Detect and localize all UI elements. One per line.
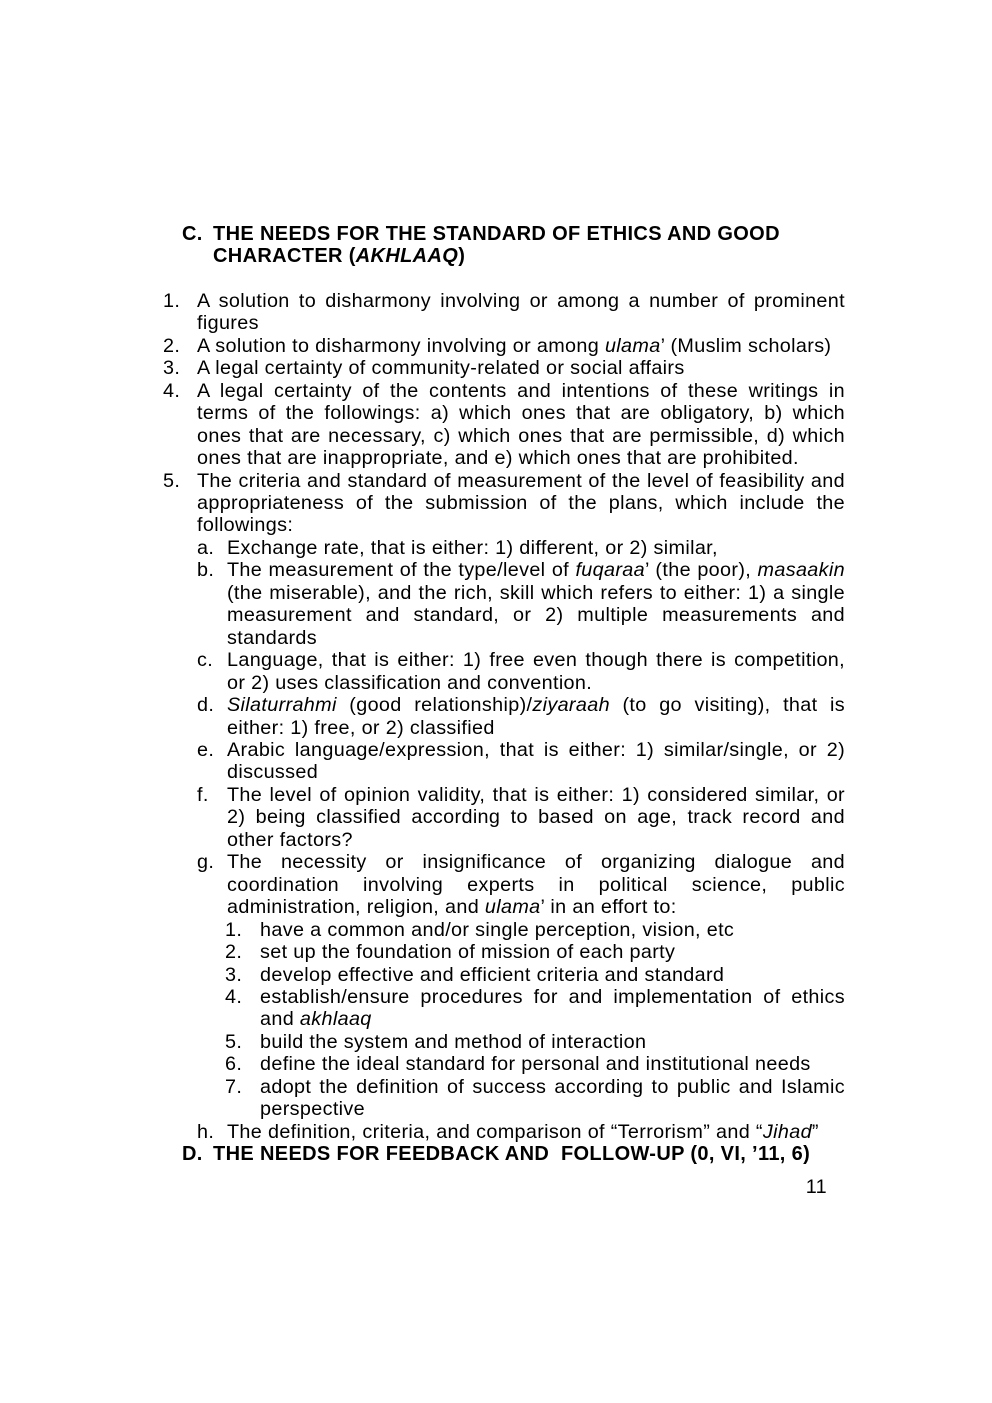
list-item [225,1031,845,1053]
item-text: The level of opinion validity, that is either: 1) considered similar, or 2) being classified according to based on age, track record and other factors? [227,783,845,851]
section-heading [182,1143,845,1165]
item-marker: f. [197,783,209,806]
item-text: A legal certainty of community-related or social affairs [197,357,685,380]
list-item [163,470,845,537]
item-marker: 5. [163,469,181,492]
item-marker: e. [197,738,215,761]
list-item [197,851,845,918]
page-number: 11 [805,1176,827,1198]
item-marker: a. [197,536,215,559]
list-item [197,1121,845,1143]
item-text: have a common and/or single perception, vision, etc [260,918,735,941]
item-text: Language, that is either: 1) free even though there is competition, or 2) uses classification and convention. [227,649,845,694]
item-marker: C. [182,223,203,245]
list-item [163,290,845,335]
item-marker: 7. [225,1075,243,1098]
list-item [197,739,845,784]
item-text: The definition, criteria, and comparison of “Terrorism” and “Jihad” [227,1120,819,1143]
item-text: The criteria and standard of measurement of the level of feasibility and appropriateness of the submission of the plans, which include the followings: [197,469,845,537]
item-text: The measurement of the type/level of fuqaraa’ (the poor), masaakin (the miserable), and the rich, skill which refers to either: 1) a single measurement and standard, or 2) multiple measurements and standards [227,559,845,649]
list-item [197,559,845,649]
item-marker: 6. [225,1053,243,1076]
item-marker: 4. [163,379,181,402]
item-text: establish/ensure procedures for and implementation of ethics and akhlaaq [260,985,845,1031]
list-item [197,537,845,559]
item-marker: g. [197,851,215,874]
list-item [225,964,845,986]
item-marker: 4. [225,985,243,1008]
item-marker: c. [197,649,214,672]
list-item [163,357,845,379]
document-body [163,223,845,1166]
list-item [197,649,845,694]
item-marker: 1. [225,918,243,941]
list-item [225,919,845,941]
list-item [225,941,845,963]
item-text: Arabic language/expression, that is either: 1) similar/single, or 2) discussed [227,738,845,784]
item-marker: b. [197,559,215,582]
item-marker: 3. [163,357,181,380]
item-marker: d. [197,694,215,717]
item-text: set up the foundation of mission of each party [260,941,676,964]
item-text: THE NEEDS FOR THE STANDARD OF ETHICS AND GOOD CHARACTER (AKHLAAQ) [213,223,780,268]
item-marker: 5. [225,1030,243,1053]
list-item [163,380,845,470]
list-item [225,986,845,1031]
list-item [197,694,845,739]
item-text: A solution to disharmony involving or among ulama’ (Muslim scholars) [197,334,832,357]
item-text: A legal certainty of the contents and intentions of these writings in terms of the followings: a) which ones that are obligatory, b) which ones that are necessary, c) which ones that are permissible, d) which ones that are inappropriate, and e) which ones that are prohibited. [197,379,845,470]
list-item [197,784,845,851]
list-item [163,335,845,357]
item-text: The necessity or insignificance of organizing dialogue and coordination involving experts in political science, public administration, religion, and ulama’ in an effort to: [227,851,845,919]
item-text: define the ideal standard for personal and institutional needs [260,1053,811,1076]
item-marker: 2. [163,334,181,357]
list-item [225,1053,845,1075]
item-text: adopt the definition of success according to public and Islamic perspective [260,1075,845,1121]
item-text: develop effective and efficient criteria and standard [260,963,725,986]
item-marker: 1. [163,289,181,312]
item-text: THE NEEDS FOR FEEDBACK AND FOLLOW-UP (0, VI, ’11, 6) [213,1143,811,1166]
item-text: A solution to disharmony involving or among a number of prominent figures [197,289,845,335]
item-marker: h. [197,1120,215,1143]
item-text: Exchange rate, that is either: 1) different, or 2) similar, [227,536,718,559]
section-heading [182,223,845,268]
list-item [225,1076,845,1121]
item-marker: 2. [225,941,243,964]
item-text: build the system and method of interaction [260,1030,647,1053]
item-marker: 3. [225,963,243,986]
item-text: Silaturrahmi (good relationship)/ziyaraah (to go visiting), that is either: 1) free, or 2) classified [227,694,846,739]
item-marker: D. [182,1143,203,1166]
